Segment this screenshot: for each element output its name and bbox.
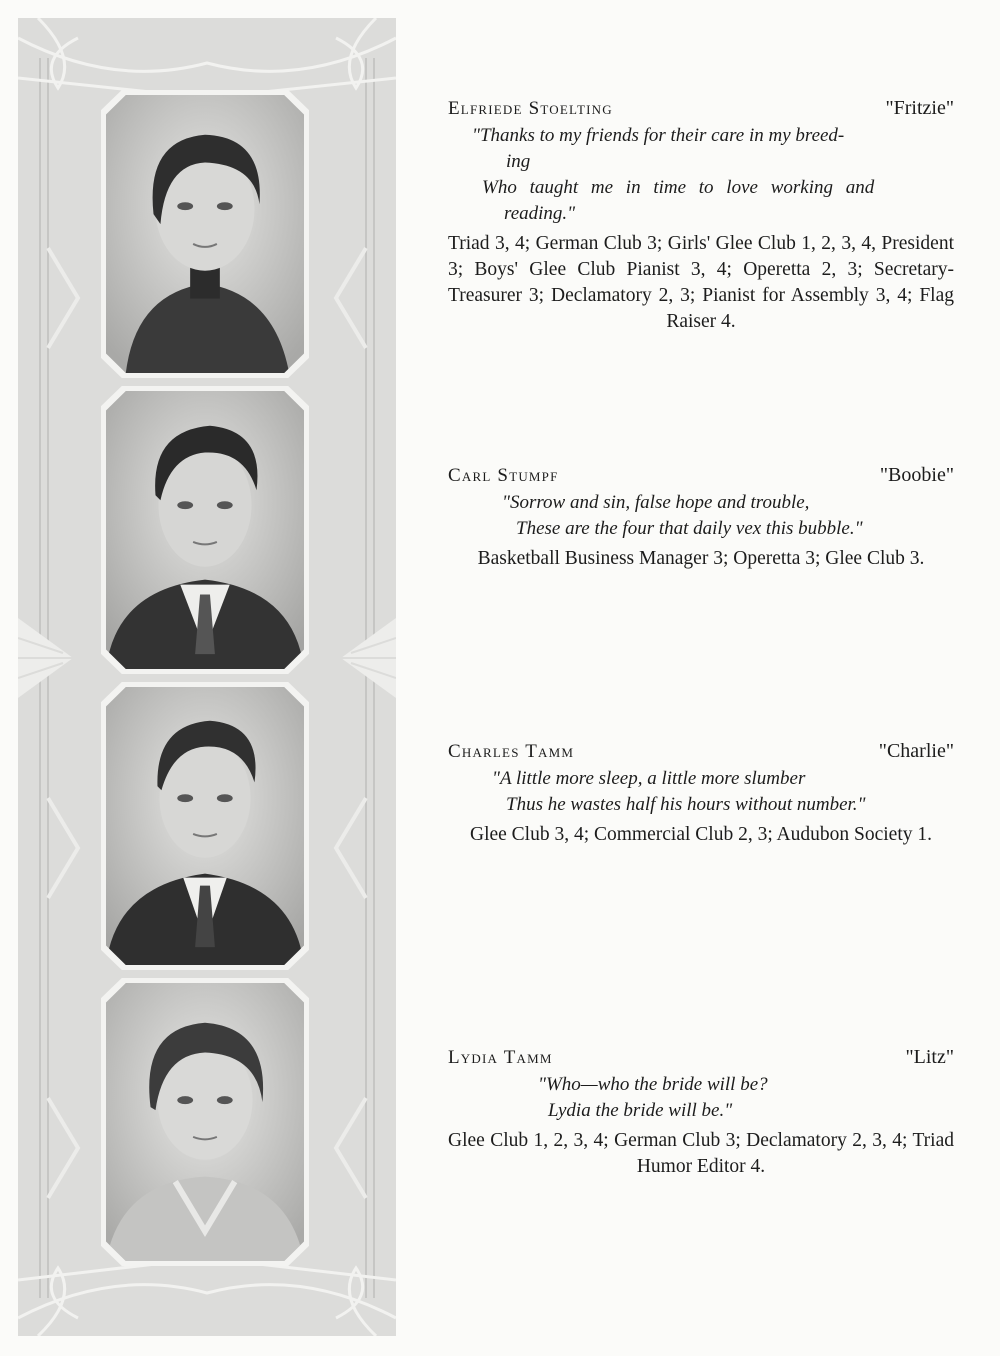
portrait-lydia-tamm	[101, 978, 309, 1266]
student-nickname: "Charlie"	[878, 740, 954, 762]
quote-line: These are the four that daily vex this bubble."	[516, 518, 863, 539]
quote-line: reading."	[504, 203, 576, 224]
student-activities: Glee Club 3, 4; Commercial Club 2, 3; Audubon Society 1.	[469, 824, 932, 845]
student-name: Elfriede Stoelting	[448, 98, 613, 119]
student-entry	[448, 464, 954, 572]
quote-line: Thus he wastes half his hours without number."	[506, 794, 866, 815]
quote-line: ing	[506, 151, 531, 172]
portrait-charles-tamm	[101, 682, 309, 970]
student-activities: Triad 3, 4; German Club 3; Girls' Glee Club 1, 2, 3, 4, President 3; Boys' Glee Club Pianist 3, 4; Operetta 2, 3; Secretary-Treasurer 3; Declamatory 2, 3; Pianist for Assembly 3, 4; Flag Raiser 4.	[448, 233, 954, 332]
student-name: Carl Stumpf	[448, 465, 559, 486]
student-quote	[448, 766, 954, 818]
portrait-carl-stumpf	[101, 386, 309, 674]
student-name: Charles Tamm	[448, 741, 575, 762]
student-quote	[448, 490, 954, 542]
decorative-border-strip	[18, 18, 396, 1336]
student-name: Lydia Tamm	[448, 1047, 553, 1068]
student-quote	[448, 1072, 954, 1124]
quote-line: "Thanks to my friends for their care in my breed-	[472, 125, 845, 146]
student-entry	[448, 97, 954, 335]
student-activities: Glee Club 1, 2, 3, 4; German Club 3; Declamatory 2, 3, 4; Triad Humor Editor 4.	[448, 1130, 954, 1177]
student-entry	[448, 1046, 954, 1180]
student-nickname: "Boobie"	[879, 464, 954, 486]
student-entry	[448, 740, 954, 848]
quote-line: Who taught me in time to love working and	[482, 177, 875, 198]
quote-line: "Sorrow and sin, false hope and trouble,	[502, 492, 810, 513]
student-quote	[448, 123, 954, 227]
portrait-elfriede-stoelting	[101, 90, 309, 378]
student-nickname: "Litz"	[905, 1046, 954, 1068]
quote-line: "Who—who the bride will be?	[538, 1074, 768, 1095]
quote-line: "A little more sleep, a little more slumber	[492, 768, 806, 789]
student-nickname: "Fritzie"	[885, 97, 954, 119]
quote-line: Lydia the bride will be."	[548, 1100, 733, 1121]
student-activities: Basketball Business Manager 3; Operetta 3; Glee Club 3.	[477, 548, 925, 569]
